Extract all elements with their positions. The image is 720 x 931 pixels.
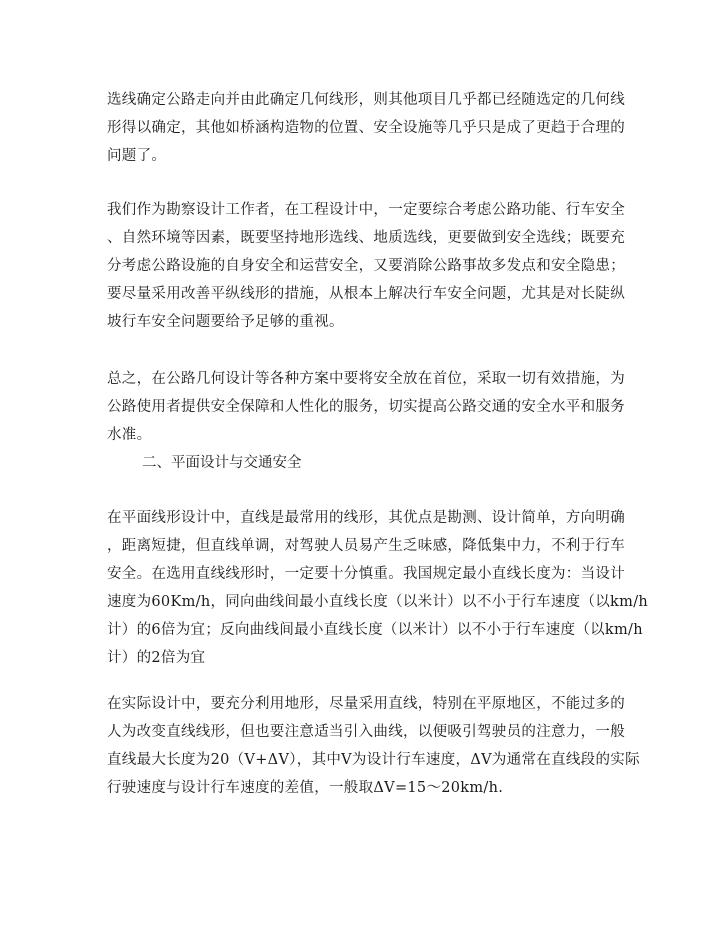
section-heading: 二、平面设计与交通安全 xyxy=(142,455,302,471)
text-line: ，距离短捷，但直线单调，对驾驶人员易产生乏味感，降低集中力，不利于行车 xyxy=(107,538,625,554)
text-line: 速度为60Km/h，同向曲线间最小直线长度（以米计）以不小于行车速度（以km/h xyxy=(107,594,649,610)
text-line: 水准。 xyxy=(107,427,152,443)
text-line: 要尽量采用改善平纵线形的措施，从根本上解决行车安全问题，尤其是对长陡纵 xyxy=(107,286,625,302)
text-line: 我们作为勘察设计工作者，在工程设计中，一定要综合考虑公路功能、行车安全 xyxy=(107,202,625,218)
text-line: 分考虑公路设施的自身安全和运营安全，又要消除公路事故多发点和安全隐患； xyxy=(107,258,625,274)
text-line: 总之，在公路几何设计等各种方案中要将安全放在首位，采取一切有效措施，为 xyxy=(107,371,625,387)
paragraph-route-selection xyxy=(107,86,627,170)
text-line: 计）的6倍为宜；反向曲线间最小直线长度（以米计）以不小于行车速度（以km/h xyxy=(107,622,643,638)
text-line: 计）的2倍为宜 xyxy=(107,650,206,666)
text-line: 在实际设计中，要充分利用地形，尽量采用直线，特别在平原地区，不能过多的 xyxy=(107,696,625,712)
paragraph-survey-design xyxy=(107,196,627,336)
text-line: 在平面线形设计中，直线是最常用的线形，其优点是勘测、设计简单，方向明确 xyxy=(107,510,625,526)
text-line: 人为改变直线线形，但也要注意适当引入曲线，以便吸引驾驶员的注意力，一般 xyxy=(107,724,625,740)
text-line: 坡行车安全问题要给予足够的重视。 xyxy=(107,314,344,330)
text-line: 形得以确定，其他如桥涵构造物的位置、安全设施等几乎只是成了更趋于合理的 xyxy=(107,120,625,136)
text-line: 公路使用者提供安全保障和人性化的服务，切实提高公路交通的安全水平和服务 xyxy=(107,399,625,415)
text-line: 安全。在选用直线线形时，一定要十分慎重。我国规定最小直线长度为：当设计 xyxy=(107,566,625,582)
text-line: 、自然环境等因素，既要坚持地形选线、地质选线，更要做到安全选线；既要充 xyxy=(107,230,625,246)
text-line: 直线最大长度为20（V+ΔV），其中V为设计行车速度，ΔV为通常在直线段的实际 xyxy=(107,752,640,768)
text-line: 选线确定公路走向并由此确定几何线形，则其他项目几乎都已经随选定的几何线 xyxy=(107,92,625,108)
paragraph-practical-design xyxy=(107,690,640,802)
paragraph-summary xyxy=(107,365,627,449)
text-line: 问题了。 xyxy=(107,148,167,164)
text-line: 行驶速度与设计行车速度的差值，一般取ΔV=15～20km/h. xyxy=(107,780,504,796)
paragraph-straight-line-design xyxy=(107,504,649,672)
